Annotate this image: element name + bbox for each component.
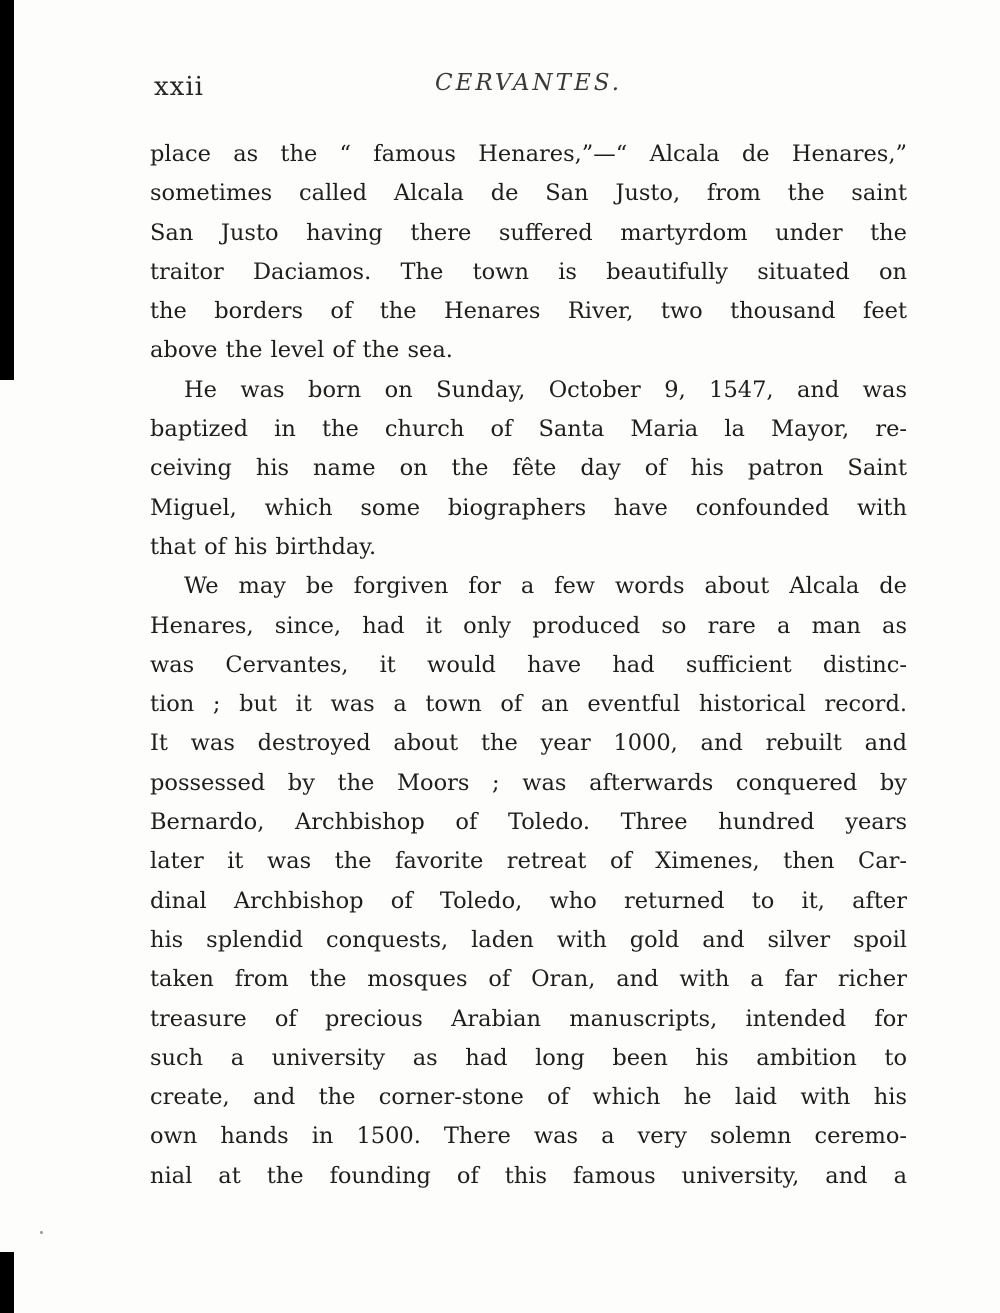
text-line: dinal Archbishop of Toledo, who returned to it, after (150, 887, 907, 914)
text-line: baptized in the church of Santa Maria la Mayor, re- (150, 416, 907, 443)
text-line: such a university as had long been his ambition to (150, 1044, 907, 1071)
text-line: place as the “ famous Henares,”—“ Alcala de Henares,” (150, 141, 907, 167)
text-line: later it was the favorite retreat of Ximenes, then Car- (150, 848, 907, 875)
text-line: own hands in 1500. There was a very solemn ceremo- (150, 1123, 907, 1150)
text-line: Henares, since, had it only produced so rare a man as (150, 612, 907, 639)
text-line: He was born on Sunday, October 9, 1547, and was (184, 376, 907, 403)
running-title: CERVANTES. (434, 70, 623, 96)
text-line: nial at the founding of this famous university, and a (150, 1162, 907, 1189)
text-line: We may be forgiven for a few words about Alcala de (184, 573, 907, 600)
text-line: ceiving his name on the fête day of his patron Saint (150, 455, 907, 482)
scan-speck (40, 1231, 43, 1234)
text-line: Miguel, which some biographers have confounded with (150, 494, 907, 521)
text-line: that of his birthday. (150, 533, 377, 560)
text-line: the borders of the Henares River, two thousand feet (150, 298, 907, 325)
scan-artifact-bottom (0, 1252, 14, 1313)
text-line: above the level of the sea. (150, 337, 453, 364)
scan-artifact-top (0, 0, 14, 380)
page-header (150, 70, 907, 104)
text-line: tion ; but it was a town of an eventful historical record. (150, 691, 907, 718)
text-line: Bernardo, Archbishop of Toledo. Three hundred years (150, 809, 907, 836)
text-line: San Justo having there suffered martyrdom under the (150, 219, 907, 246)
page-number: xxii (154, 72, 204, 102)
text-line: traitor Daciamos. The town is beautifully situated on (150, 258, 907, 285)
text-line: It was destroyed about the year 1000, and rebuilt and (150, 730, 907, 757)
text-line: taken from the mosques of Oran, and with a far richer (150, 966, 907, 993)
text-line: possessed by the Moors ; was afterwards conquered by (150, 769, 907, 796)
text-line: create, and the corner-stone of which he laid with his (150, 1084, 907, 1111)
text-line: his splendid conquests, laden with gold and silver spoil (150, 926, 907, 953)
text-line: treasure of precious Arabian manuscripts, intended for (150, 1005, 907, 1032)
text-line: sometimes called Alcala de San Justo, from the saint (150, 180, 907, 207)
body-text (150, 135, 907, 1196)
text-line: was Cervantes, it would have had sufficient distinc- (150, 651, 907, 678)
